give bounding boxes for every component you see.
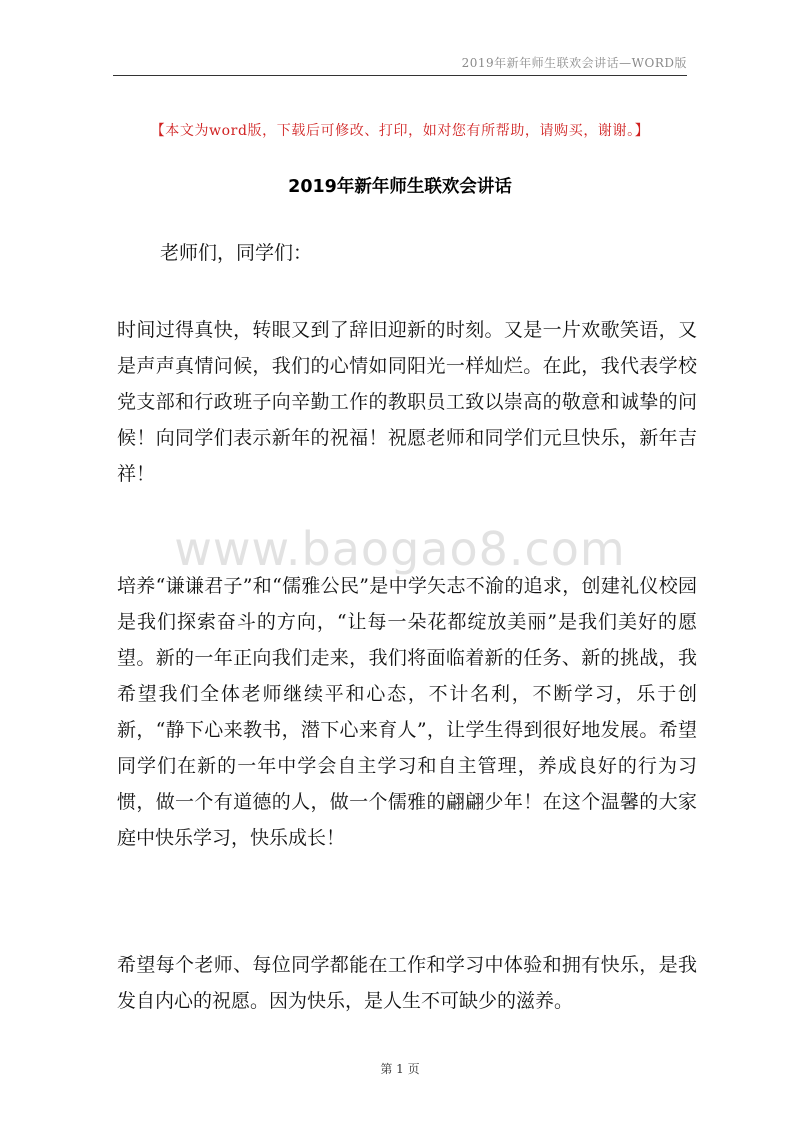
header-divider: [113, 75, 687, 76]
body-paragraph-3: 希望每个老师、每位同学都能在工作和学习中体验和拥有快乐，是我发自内心的祝愿。因为快乐，是人生不可缺少的滋养。: [117, 954, 697, 1012]
site-watermark: www.baogao8.com: [174, 522, 626, 576]
greeting-line: 老师们，同学们：: [160, 242, 313, 264]
running-header: 2019年新年师生联欢会讲话—WORD版: [461, 56, 687, 70]
document-title: 2019年新年师生联欢会讲话: [288, 177, 512, 197]
download-notice: 【本文为word版，下载后可修改、打印，如对您有所帮助，请购买，谢谢。】: [150, 123, 650, 139]
body-paragraph-1: 时间过得真快，转眼又到了辞旧迎新的时刻。又是一片欢歌笑语，又是声声真情问候，我们的心情如同阳光一样灿烂。在此，我代表学校党支部和行政班子向辛勤工作的教职员工致以崇高的敬意和诚挚的问候！向同学们表示新年的祝福！祝愿老师和同学们元旦快乐，新年吉祥！: [117, 319, 697, 485]
body-paragraph-2: 培养“谦谦君子”和“儒雅公民”是中学矢志不渝的追求，创建礼仪校园是我们探索奋斗的方向，“让每一朵花都绽放美丽”是我们美好的愿望。新的一年正向我们走来，我们将面临着新的任务、新的挑战，我希望我们全体老师继续平和心态，不计名利，不断学习，乐于创新，“静下心来教书，潜下心来育人”，让学生得到很好地发展。希望同学们在新的一年中学会自主学习和自主管理，养成良好的行为习惯，做一个有道德的人，做一个儒雅的翩翩少年！在这个温馨的大家庭中快乐学习，快乐成长！: [117, 575, 697, 849]
page-number: 第 1 页: [380, 1062, 420, 1076]
